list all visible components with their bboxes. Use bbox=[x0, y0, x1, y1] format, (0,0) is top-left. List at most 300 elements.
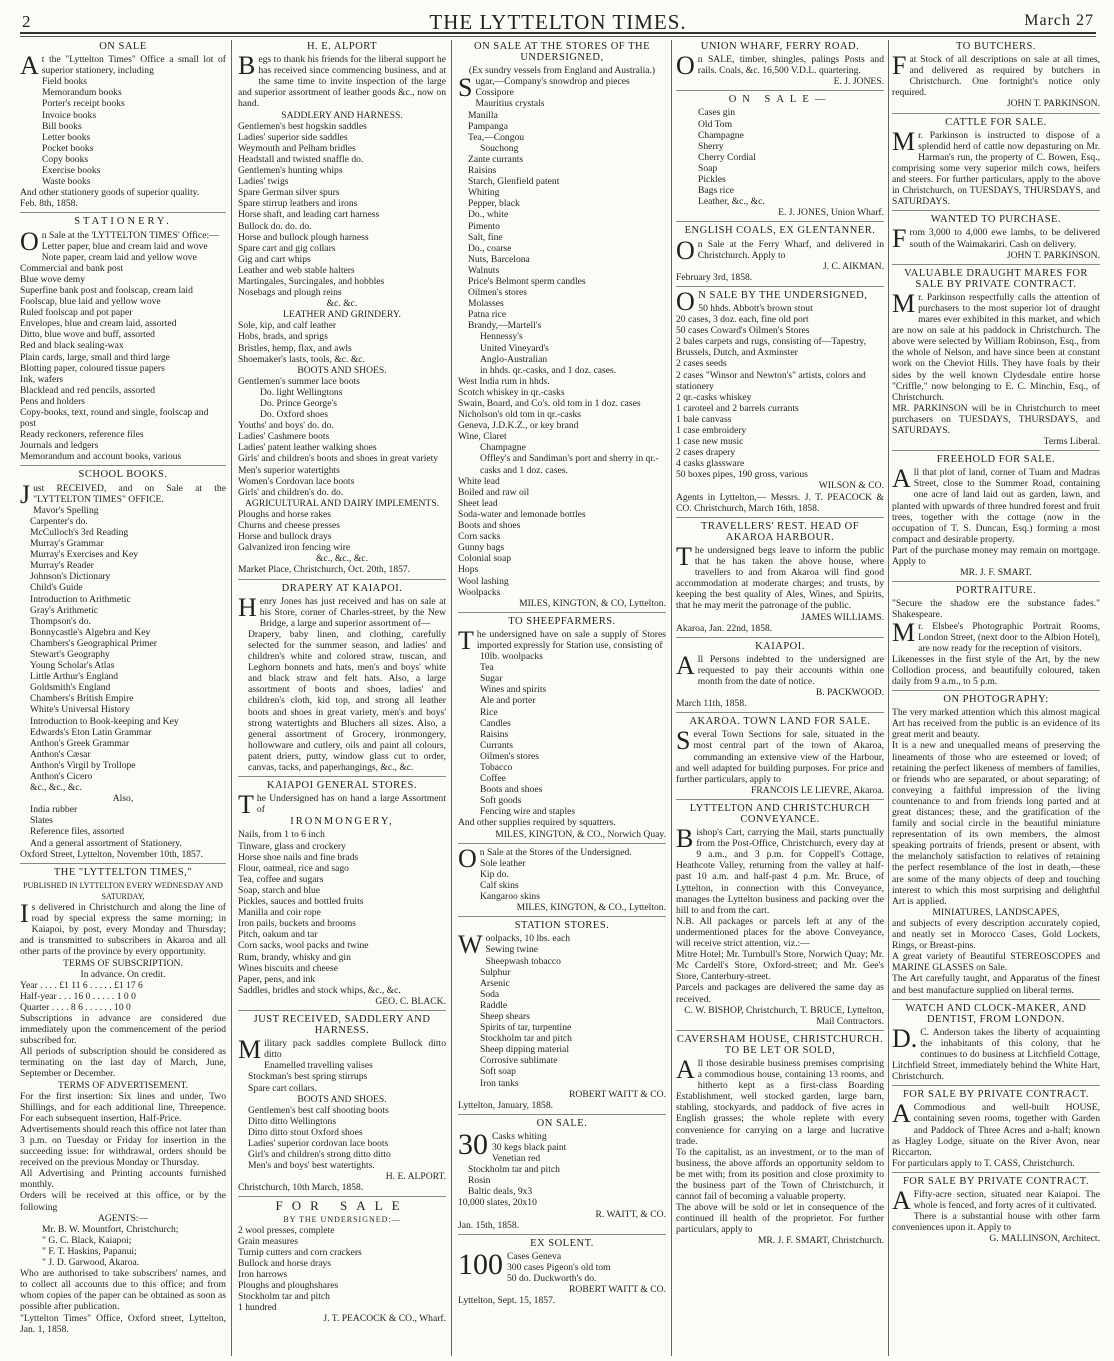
list-item: 2 cases drapery bbox=[676, 447, 736, 459]
list-item: Whiting bbox=[468, 187, 500, 199]
list-item: Ploughs and horse rakes bbox=[238, 508, 331, 520]
ad-signature: J. T. PEACOCK & CO., Wharf. bbox=[323, 1313, 446, 1325]
list-item: Tea,—Congou bbox=[468, 131, 525, 143]
list-item: Sherry bbox=[698, 140, 724, 152]
ad-heading: ON SALE— bbox=[728, 94, 832, 106]
list-item: 2 cases seeds bbox=[676, 358, 727, 370]
ad-conveyance bbox=[676, 803, 884, 1031]
list-item: Baltic deals, 9x3 bbox=[468, 1186, 533, 1198]
ad-heading: WANTED TO PURCHASE. bbox=[930, 214, 1062, 226]
list-item: Copy books bbox=[42, 153, 89, 165]
ad-signature: ROBERT WAITT & CO. bbox=[569, 1088, 666, 1100]
list-item: Men's superior watertights bbox=[238, 464, 340, 476]
list-item: Pepper, black bbox=[468, 198, 520, 210]
list-item: Do., white bbox=[468, 209, 509, 221]
list-item: Nosebags and plough reins bbox=[238, 287, 342, 299]
list-item: McCulloch's 3rd Reading bbox=[30, 526, 129, 538]
list-item: Pitch, oakum and tar bbox=[238, 929, 318, 941]
ad-text: Advertisements should reach this office not later than 3 p.m. on Tuesday or Friday for insertion in the succeeding issue: for withdrawal, orders should be received on the previous Monday or Thursday. bbox=[20, 1123, 226, 1169]
ad-text: For the first insertion: Six lines and under, Two Shillings, and for each additional line, Threepence. For each subsequent insertion, Half-Price. bbox=[20, 1090, 226, 1124]
ad-date: Lyttelton, January, 1858. bbox=[458, 1099, 554, 1111]
list-item: Edwards's Eton Latin Grammar bbox=[30, 726, 152, 738]
list-item: Fencing wire and staples bbox=[480, 806, 576, 818]
list-item: Sugar bbox=[480, 673, 503, 685]
list-item: Invoice books bbox=[42, 109, 97, 121]
ad-text: Part of the purchase money may remain on mortgage. Apply to bbox=[892, 544, 1100, 568]
column-2 bbox=[238, 40, 446, 1356]
list-item: Sheepwash tobacco bbox=[485, 955, 561, 967]
list-item: Ploughs and ploughshares bbox=[238, 1280, 339, 1292]
list-item: Salt, fine bbox=[468, 231, 503, 243]
ad-sheepfarmers bbox=[458, 616, 666, 844]
ad-fifty-acre-section bbox=[892, 1176, 1100, 1248]
column-divider bbox=[671, 40, 672, 1356]
list-item: Anglo-Australian bbox=[480, 353, 548, 365]
ad-heading: CAVERSHAM HOUSE, CHRISTCHURCH. TO BE LET OR SOLD, bbox=[676, 1033, 884, 1056]
list-item: Woolpacks bbox=[458, 586, 501, 598]
list-item: Do. Oxford shoes bbox=[260, 409, 328, 421]
list-item: Memorandum books bbox=[42, 87, 122, 99]
list-item: Nuts, Barcelona bbox=[468, 253, 530, 265]
column-divider bbox=[888, 40, 889, 1356]
list-item: Rice bbox=[480, 706, 498, 718]
list-item: Raisins bbox=[468, 165, 497, 177]
ad-wanted-to-purchase bbox=[892, 214, 1100, 264]
ad-subheading: BOOTS AND SHOES. bbox=[297, 364, 387, 376]
list-item: Offley's and Sandiman's port and sherry in qr.-casks and 1 doz. cases. bbox=[480, 453, 659, 476]
ad-hagley-lodge bbox=[892, 1089, 1100, 1173]
column-3 bbox=[458, 40, 666, 1356]
ad-body: Woolpacks, 10 lbs. each bbox=[458, 930, 571, 960]
ad-heading: KAIAPOI GENERAL STORES. bbox=[266, 780, 418, 792]
ad-heading: FOR SALE BY PRIVATE CONTRACT. bbox=[902, 1089, 1090, 1101]
ad-heading: STATION STORES. bbox=[514, 920, 610, 932]
list-item: 4 casks glassware bbox=[676, 458, 745, 470]
list-item: Wine, Claret bbox=[458, 431, 507, 443]
ad-heading: PORTRAITURE. bbox=[955, 585, 1037, 597]
ad-date: Akaroa, Jan. 22nd, 1858. bbox=[676, 622, 773, 634]
ad-heading: TO BUTCHERS. bbox=[956, 41, 1036, 52]
list-item: Waste books bbox=[42, 176, 91, 188]
list-item: Soft soap bbox=[480, 1066, 516, 1078]
list-item: Old Tom bbox=[698, 118, 733, 130]
ad-heading: TO SHEEPFARMERS. bbox=[508, 615, 616, 627]
list-item: Weymouth and Pelham bridles bbox=[238, 142, 356, 154]
list-item: Colonial soap bbox=[458, 553, 512, 565]
ad-subheading: TERMS OF ADVERTISEMENT. bbox=[57, 1079, 189, 1091]
ad-signature: MILES, KINGTON, & CO., Norwich Quay. bbox=[495, 828, 666, 840]
ad-date: Feb. 8th, 1858. bbox=[20, 198, 78, 210]
ad-leather-stores bbox=[458, 843, 666, 918]
list-item: White's Universal History bbox=[30, 704, 130, 716]
ad-text: Drapery, baby linen, and clothing, carefully selected for the summer season, and ladies' and children's white and colored straw, tuscan, and Leghorn bonnets and hats, men's and boys' white and black straw and felt hats. Also, a large assortment of boots and shoes, ladies' and children's cloth, kid top, and strong all leather boots and shoes in great variety, men's and boys' strong watertights and Bluchers all sizes. Also, a general assortment of Grocery, ironmongery, hollowware and cutlery, oils and paint all colours, patent driers, putty, window glass cut to order, canvas, tacks, and paperhangings, &c., &c. bbox=[248, 628, 446, 773]
ad-text: Parcels and packages are delivered the same day as received. bbox=[676, 982, 884, 1005]
ad-signature: Market Place, Christchurch, Oct. 20th, 1857. bbox=[238, 564, 411, 576]
list-item: Boiled and raw oil bbox=[458, 486, 530, 498]
column-divider bbox=[231, 40, 232, 1356]
agent-item: " G. C. Black, Kaiapoi; bbox=[42, 1234, 132, 1246]
ad-heading: FREEHOLD FOR SALE. bbox=[936, 454, 1056, 466]
ad-kaiapoi-stores bbox=[238, 780, 446, 1011]
ad-subheading: SADDLERY AND HARNESS. bbox=[281, 109, 403, 121]
ad-heading: H. E. ALPORT bbox=[306, 41, 378, 52]
ad-body: The undersigned begs leave to inform the public that he has taken the above house, where travellers to and from Akaroa will find good accommodation at moderate charges; and trusts, by keeping the best quality of Ales, Wines, and Spirits, that he may merit the patronage of the public. bbox=[676, 541, 884, 612]
ad-heading: TRAVELLERS' REST. HEAD OF AKAROA HARBOUR. bbox=[700, 520, 860, 543]
masthead-rule-thin bbox=[20, 36, 1096, 37]
list-item: Hennessy's bbox=[480, 331, 523, 343]
ad-body: The Undersigned has on hand a large Assortment of bbox=[238, 790, 446, 820]
ad-freehold bbox=[892, 454, 1100, 582]
list-item: Tea bbox=[480, 662, 494, 674]
ad-station-stores bbox=[458, 920, 666, 1115]
list-item: Tinware, glass and crockery bbox=[238, 840, 346, 852]
list-item: Foolscap, blue laid and yellow wove bbox=[20, 296, 161, 308]
ad-kaiapoi-packwood bbox=[676, 641, 884, 714]
ad-heading: KAIAPOI. bbox=[755, 640, 805, 652]
ad-subheading: PUBLISHED IN LYTTELTON EVERY WEDNESDAY AND SATURDAY, bbox=[23, 880, 223, 901]
ad-to-butchers bbox=[892, 41, 1100, 114]
masthead-rule bbox=[20, 32, 1096, 34]
ad-body: On Sale at the Ferry Wharf, and delivered in Christchurch. Apply to bbox=[676, 235, 884, 265]
list-item: Nicholson's old tom in qr.-casks bbox=[458, 409, 581, 421]
list-item: 10lb. woolpacks bbox=[480, 651, 543, 663]
list-item: Currants bbox=[480, 739, 514, 751]
list-item: Casks whiting bbox=[492, 1130, 547, 1142]
list-item: Exercise books bbox=[42, 165, 101, 177]
list-item: Churns and cheese presses bbox=[238, 520, 341, 532]
ad-cattle-for-sale bbox=[892, 117, 1100, 212]
list-item: Kangaroo skins bbox=[480, 891, 540, 903]
list-item: Martingales, Surcingales, and hobbles bbox=[238, 275, 385, 287]
list-item: Souchong bbox=[480, 142, 519, 154]
ad-ex-solent bbox=[458, 1238, 666, 1310]
ad-subscription-terms bbox=[20, 867, 226, 1338]
list-item: Pocket books bbox=[42, 142, 94, 154]
ad-subheading: BY THE UNDERSIGNED:— bbox=[283, 1214, 401, 1224]
list-item: Venetian red bbox=[492, 1153, 541, 1165]
list-item: 50 boxes pipes, 190 gross, various bbox=[676, 469, 808, 481]
list-item: Pens and holders bbox=[20, 395, 86, 407]
ad-text: For particulars apply to T. CASS, Christchurch. bbox=[892, 1157, 1075, 1169]
ad-heading: ENGLISH COALS, EX GLENTANNER. bbox=[684, 225, 876, 237]
list-item: Porter's receipt books bbox=[42, 98, 125, 110]
list-item: Superfine bank post and foolscap, cream laid bbox=[20, 284, 193, 296]
ad-signature: JOHN T. PARKINSON. bbox=[1006, 249, 1100, 261]
list-item: Memorandum and account books, various bbox=[20, 451, 182, 463]
list-item: Reference files, assorted bbox=[30, 826, 125, 838]
list-item: Galvanized iron fencing wire bbox=[238, 542, 351, 554]
ad-subheading: AGENTS:— bbox=[97, 1212, 149, 1224]
ad-date: Jan. 15th, 1858. bbox=[458, 1219, 520, 1231]
ad-heading: UNION WHARF, FERRY ROAD. bbox=[700, 41, 860, 52]
ad-body: On Sale at the 'LYTTELTON TIMES' Office:— bbox=[20, 226, 219, 256]
list-item: Gunny bags bbox=[458, 542, 505, 554]
list-item: Ladies' superior cordovan lace boots bbox=[248, 1138, 389, 1149]
list-item: Murray's Reader bbox=[30, 560, 94, 572]
list-item: Shoemaker's lasts, tools, &c. &c. bbox=[238, 353, 365, 365]
ad-body: Mr. Elsbee's Photographic Portrait Rooms, London Street, (next door to the Albion Hotel), are now ready for the reception of visitors. bbox=[892, 617, 1100, 654]
list-item: Commercial and bank post bbox=[20, 262, 124, 274]
ad-subheading: AGRICULTURAL AND DAIRY IMPLEMENTS. bbox=[244, 497, 439, 509]
list-item: Ladies' patent leather walking shoes bbox=[238, 442, 377, 454]
list-item: Sheet lead bbox=[458, 497, 498, 509]
list-item: Manilla and coir rope bbox=[238, 907, 321, 919]
ad-signature: E. J. JONES. bbox=[833, 76, 884, 88]
ad-text: Who are authorised to take subscribers' names, and to collect all accounts due to this office; and from whom copies of the paper can be obtained as soon as possible after publication. bbox=[20, 1268, 226, 1313]
ad-text: N.B. All packages or parcels left at any of the undermentioned places for the above Conveyance, will receive strict attention, viz.:— bbox=[676, 915, 884, 950]
list-item: Horse and bullock plough harness bbox=[238, 231, 369, 243]
list-item: Ruled foolscap and pot paper bbox=[20, 307, 133, 319]
list-item: Corn sacks, wool packs and twine bbox=[238, 940, 369, 952]
list-item: Plain cards, large, small and third large bbox=[20, 351, 170, 363]
list-item: Child's Guide bbox=[30, 582, 83, 594]
list-item: Bill books bbox=[42, 120, 82, 132]
ad-travellers-rest bbox=[676, 521, 884, 638]
list-item: Ready reckoners, reference files bbox=[20, 429, 144, 441]
list-item: Champagne bbox=[480, 442, 526, 454]
list-item: Spare German silver spurs bbox=[238, 187, 340, 199]
list-item: Cases gin bbox=[698, 107, 736, 119]
list-item: Leather, &c., &c. bbox=[698, 196, 765, 208]
list-item: 2 bales carpets and rugs, consisting of—Tapestry, Brussels, Dutch, and Axminster bbox=[676, 336, 867, 359]
ad-signature: ROBERT WAITT & CO. bbox=[569, 1284, 666, 1296]
list-item: Headstall and twisted snaffle do. bbox=[238, 153, 364, 165]
ad-alport-saddlery bbox=[238, 1014, 446, 1198]
list-item: Raddle bbox=[480, 999, 508, 1011]
ad-signature: Terms Liberal. bbox=[1043, 436, 1100, 448]
list-item: Stockholm tar and pitch bbox=[238, 1291, 330, 1303]
list-item: Do. light Wellingtons bbox=[260, 386, 343, 398]
list-item: Gentlemen's summer lace boots bbox=[238, 375, 360, 387]
list-item: Murray's Exercises and Key bbox=[30, 549, 139, 561]
ad-body: Begs to thank his friends for the liberal support he has received since commencing business, and at the same time to invite inspection of the large and superior assortment of leather goods &c., now on hand. bbox=[238, 51, 446, 110]
list-item: Grain measures bbox=[238, 1235, 298, 1247]
list-item: 50 hhds. Abbott's brown stout bbox=[698, 302, 813, 314]
ad-text: All Advertising and Printing accounts furnished monthly. bbox=[20, 1168, 226, 1191]
list-item: 1 bale canvass bbox=[676, 413, 732, 425]
list-item: Ladies' superior side saddles bbox=[238, 131, 348, 143]
ad-heading: FOR SALE BY PRIVATE CONTRACT. bbox=[902, 1175, 1090, 1187]
ad-body: Henry Jones has just received and has on sale at his Store, corner of Charles-street, by the New Bridge, a large and superior assortment of— bbox=[238, 592, 446, 629]
list-item: Blotting paper, coloured tissue papers bbox=[20, 362, 165, 374]
list-item: Mavor's Spelling bbox=[33, 504, 99, 516]
ad-text: The above will be sold or let in consequence of the continued ill health of the proprietor. For further particulars, apply to bbox=[676, 1202, 884, 1236]
ad-text: To the capitalist, as an investment, or to the man of business, the above affords an opportunity seldom to be met with; from its position and close proximity to the business part of the Town of Christchurch, it cannot fail of becoming a valuable property. bbox=[676, 1146, 884, 1203]
list-item: Ditto ditto stout Oxford shoes bbox=[248, 1126, 363, 1138]
list-item: Goldsmith's England bbox=[30, 682, 111, 694]
ad-heading: FOR SALE bbox=[275, 1198, 409, 1214]
list-item: Stockman's best spring stirrups bbox=[248, 1071, 368, 1083]
ad-jones-on-sale bbox=[676, 94, 884, 222]
ad-text: The Art carefully taught, and Apparatus of the finest and best manufacture supplied on liberal terms. bbox=[892, 973, 1100, 996]
list-item: Cherry Cordial bbox=[698, 151, 756, 163]
list-item: Wool lashing bbox=[458, 575, 509, 587]
list-item: Sulphur bbox=[480, 966, 511, 978]
list-item: Tea, coffee and sugars bbox=[238, 873, 324, 885]
list-item: Oilmen's stores bbox=[480, 750, 540, 762]
list-item: Brandy,—Martell's bbox=[468, 320, 542, 332]
ad-heading: CATTLE FOR SALE. bbox=[945, 116, 1047, 128]
list-item: Horse shoe nails and fine brads bbox=[238, 851, 359, 863]
list-item: Youths' and boys' do. do. bbox=[238, 420, 334, 432]
list-item: &c., &c., &c. bbox=[30, 782, 82, 794]
ad-signature: MILES, KINGTON, & CO, Lyttelton. bbox=[519, 597, 666, 609]
ad-signature: JAMES WILLIAMS. bbox=[801, 611, 884, 623]
list-item: Candles bbox=[480, 717, 511, 729]
ad-signature: MR. J. F. SMART. bbox=[960, 567, 1032, 579]
list-item: Bags rice bbox=[698, 185, 734, 197]
ad-body: Mr. Parkinson is instructed to dispose of a splendid herd of cattle now depasturing on Mr. Harman's run, the property of C. Bowen, Esq., comprising some very superior milch cows, heifers and steers. For further particulars, apply to the above in Christchurch, on TUESDAYS, THURSDAYS, and SATURDAYS. bbox=[892, 126, 1100, 208]
ad-signature: GEO. C. BLACK. bbox=[375, 995, 446, 1007]
ad-heading: JUST RECEIVED, SADDLERY AND HARNESS. bbox=[253, 1013, 431, 1037]
agent-item: " F. T. Haskins, Papanui; bbox=[42, 1245, 137, 1257]
list-item: Spare cart collars. bbox=[248, 1082, 317, 1094]
list-item: Spare stirrup leathers and irons bbox=[238, 198, 358, 210]
ad-text: There is a substantial house with other farm conveniences upon it. Apply to bbox=[892, 1211, 1100, 1234]
list-item: Ladies' twigs bbox=[238, 176, 289, 188]
list-item: Field books bbox=[42, 76, 88, 88]
list-item: Gentlemen's best calf shooting boots bbox=[248, 1104, 389, 1116]
list-item: Sole, kip, and calf leather bbox=[238, 320, 337, 332]
ad-body: Sugar,—Company's snowdrop and pieces bbox=[458, 73, 630, 103]
list-item: Pickles bbox=[698, 174, 726, 186]
list-item: Murray's Grammar bbox=[30, 538, 104, 550]
list-item: Coffee bbox=[480, 773, 506, 785]
list-item: Ditto, blue wove and buff, assorted bbox=[20, 329, 155, 341]
ad-text: All periods of subscription should be considered as terminating on the last day of March, June, September or December. bbox=[20, 1046, 226, 1080]
list-item: Pickles, sauces and bottled fruits bbox=[238, 896, 364, 908]
ad-signature: Oxford Street, Lyttelton, November 10th, 1857. bbox=[20, 848, 204, 860]
list-item: Slates bbox=[30, 815, 53, 827]
list-item: Carpenter's do. bbox=[30, 515, 88, 527]
list-item: Scotch whiskey in qr.-casks bbox=[458, 386, 565, 398]
ad-school-books bbox=[20, 469, 226, 863]
ad-union-wharf bbox=[676, 41, 884, 91]
list-item: Turnip cutters and corn crackers bbox=[238, 1246, 362, 1258]
ad-heading: EX SOLENT. bbox=[530, 1237, 594, 1249]
list-item: Starch, Glenfield patent bbox=[468, 176, 560, 188]
list-item: Iron harrows bbox=[238, 1269, 288, 1281]
list-item: 300 cases Pigeon's old tom bbox=[507, 1261, 611, 1273]
list-item: Soap bbox=[698, 162, 718, 174]
list-item: Flour, oatmeal, rice and sago bbox=[238, 862, 349, 874]
list-item: 1 caroteel and 2 barrels currants bbox=[676, 402, 799, 414]
list-item: Paper, pens, and ink bbox=[238, 973, 316, 985]
ad-heading: SCHOOL BOOKS. bbox=[78, 469, 168, 481]
list-item: Women's Cordovan lace boots bbox=[238, 475, 355, 487]
ad-body: On Sale at the Stores of the Undersigned. bbox=[458, 843, 632, 873]
item-list bbox=[20, 76, 226, 187]
list-item: Sheep shears bbox=[480, 1010, 530, 1022]
list-item: Stockholm tar and pitch bbox=[480, 1033, 572, 1045]
list-item: Raisins bbox=[480, 728, 509, 740]
ad-text: It is a new and unequalled means of preserving the lineaments of those who are esteemed or loved; of retaining the perfect likeness of members of families, or friends who are separated, or about separating; of conveying a faithful impression of the living countenance to and from friends long parted and at great distances; these, and the gratification of the family and social circle in the beautiful miniature representation of its own members, the almost speaking portraits of friends, present or absent, with the melancholy satisfaction to relatives of retaining the perfect resemblance of the lost in death,—these are some of the many objects of deep and touching interest to which this most surprising and delightful Art is applied. bbox=[892, 740, 1100, 907]
ad-body: Is delivered in Christchurch and along the line of road by special express the same morning; in Kaiapoi, by post, every Monday and Thursday; and is transmitted to subscribers in Akaroa and all other parts of the province by every opportunity. bbox=[20, 899, 226, 958]
list-item: Cases Geneva bbox=[507, 1250, 562, 1262]
ad-stationery bbox=[20, 216, 226, 466]
list-item: Gentlemen's best hogskin saddles bbox=[238, 120, 367, 132]
ad-text: Orders will be received at this office, or by the following bbox=[20, 1190, 226, 1213]
list-item: Horse and bullock drays bbox=[238, 531, 332, 543]
list-item: 1 hundred bbox=[238, 1302, 277, 1314]
ad-date: February 3rd, 1858. bbox=[676, 271, 753, 283]
ad-text: Mitre Hotel; Mr. Turnbull's Store, Norwich Quay; Mr. Mc Cardell's Store, Oxford-street; and Mr. Gee's Store, Canterbury-street. bbox=[676, 949, 884, 983]
list-item: Spare cart and gig collars bbox=[238, 242, 336, 254]
list-item: Zante currants bbox=[468, 153, 524, 165]
list-item: Tobacco bbox=[480, 762, 513, 773]
list-item: Copy-books, text, round and single, foolscap and post bbox=[20, 407, 209, 430]
page-number: 2 bbox=[22, 12, 31, 31]
agent-item: Mr. B. W. Mountfort, Christchurch; bbox=[42, 1223, 179, 1235]
ad-signature: R. WAITT, & CO. bbox=[595, 1208, 666, 1220]
list-item: in hhds. qr.-casks, and 1 doz. cases. bbox=[480, 364, 617, 376]
ad-for-sale-peacock bbox=[238, 1200, 446, 1327]
ad-quote: "Secure the shadow ere the substance fades." Shakespeare. bbox=[892, 598, 1100, 621]
list-item: Anthon's Virgil by Trollope bbox=[30, 759, 136, 771]
list-item: Girls' and children's boots and shoes in great variety bbox=[238, 453, 439, 465]
list-item: Soft goods bbox=[480, 795, 522, 807]
ad-signature: B. PACKWOOD. bbox=[815, 687, 884, 699]
ad-body: On SALE, timber, shingles, palings Posts and rails. Coals, &c. 16,500 V.D.L. quartering. bbox=[676, 51, 884, 81]
list-item: Spirits of tar, turpentine bbox=[480, 1022, 572, 1034]
list-item: Ink, wafers bbox=[20, 373, 64, 385]
ad-photography bbox=[892, 694, 1100, 1000]
list-item: Geneva, J.D.K.Z., or key brand bbox=[458, 420, 579, 432]
ad-body: From 3,000 to 4,000 ewe lambs, to be delivered south of the Waimakariri. Cash on delivery. bbox=[892, 224, 1100, 254]
list-item: Anthon's Greek Grammar bbox=[30, 737, 130, 749]
list-item: 2 cases "Winsor and Newton's" artists, colors and stationery bbox=[676, 369, 866, 392]
ad-text: And other stationery goods of superior quality. bbox=[20, 187, 200, 199]
list-item: 50 cases Coward's Oilmen's Stores bbox=[676, 325, 810, 337]
list-item: Arsenic bbox=[480, 977, 510, 989]
ad-subheading: IRONMONGERY, bbox=[290, 816, 394, 828]
list-item: Girls' and children's do. do. bbox=[238, 486, 344, 498]
terms-columns: In advance. On credit. bbox=[80, 968, 166, 980]
ad-caversham-house bbox=[676, 1034, 884, 1250]
list-item: Bonnycastle's Algebra and Key bbox=[30, 626, 151, 638]
ad-alport-leather bbox=[238, 41, 446, 580]
list-item: 1 case embroidery bbox=[676, 425, 747, 436]
ad-signature: J. C. AIKMAN. bbox=[822, 260, 884, 272]
list-item: Sewing twine bbox=[485, 944, 539, 956]
ad-body: At the "Lyttelton Times" Office a small lot of superior stationery, including bbox=[20, 51, 226, 81]
ad-date: March 11th, 1858. bbox=[676, 698, 747, 710]
list-item: Sole leather bbox=[480, 857, 526, 869]
ad-body: Just RECEIVED, and on Sale at the "LYTTELTON TIMES" OFFICE. bbox=[20, 479, 226, 509]
list-item: Stewart's Geography bbox=[30, 648, 110, 660]
item-list bbox=[20, 241, 226, 463]
ad-body: All Persons indebted to the undersigned are requested to pay their accounts within one month from the date of notice. bbox=[676, 650, 884, 687]
list-item: Girl's and children's strong ditto ditto bbox=[248, 1149, 391, 1161]
ad-wilson-on-sale bbox=[676, 286, 884, 518]
list-item: Little Arthur's England bbox=[30, 671, 119, 683]
list-item: Do., coarse bbox=[468, 242, 512, 254]
ad-signature: WILSON & CO. bbox=[818, 480, 884, 492]
list-item: West India rum in hhds. bbox=[458, 375, 550, 387]
list-item: Soda-water and lemonade bottles bbox=[458, 508, 586, 520]
list-item: Letter paper, blue and cream laid and wove bbox=[41, 240, 208, 252]
ad-body: AFifty-acre section, situated near Kaiapoi. The whole is fenced, and forty acres of it cultivated. bbox=[892, 1186, 1100, 1215]
ad-akaroa-land bbox=[676, 716, 884, 800]
ad-body: D.C. Anderson takes the liberty of acquainting the inhabitants of this colony, that he continues to do business at Litchfield Cottage, Litchfield Street, immediately behind the White Hart, Christchurch. bbox=[892, 1023, 1100, 1083]
list-item: Ditto ditto Wellingtons bbox=[248, 1115, 337, 1127]
list-item: Do. Prince George's bbox=[260, 398, 337, 409]
ad-text: Agents in Lyttelton,— Messrs. J. T. PEACOCK & CO. Christchurch, March 16th, 1858. bbox=[676, 491, 884, 514]
list-item: Horse shaft, and leading cart harness bbox=[238, 209, 380, 221]
ad-body: The very marked attention which this almost magical Art has received from the public is an evidence of its great merit and beauty. bbox=[892, 707, 1100, 741]
list-item: Swain, Board, and Co's. old tom in 1 doz. cases bbox=[458, 398, 641, 409]
list-item: 2 wool presses, complete bbox=[238, 1224, 335, 1236]
